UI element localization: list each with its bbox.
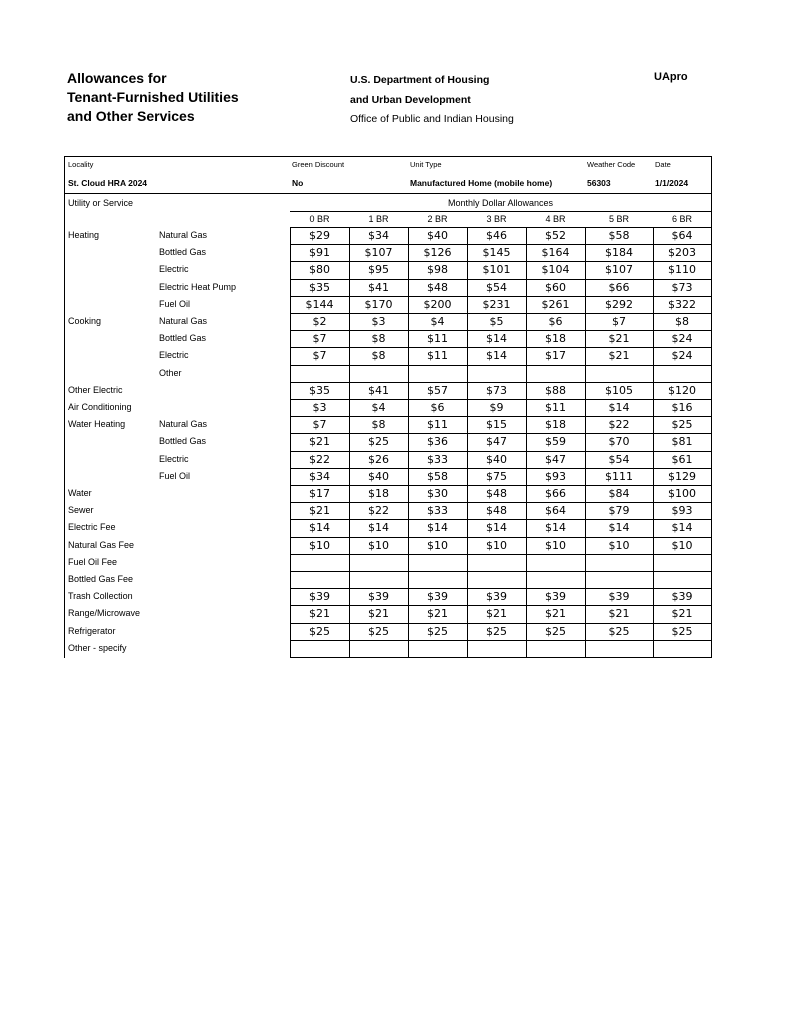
allowance-cell: $25 (427, 624, 448, 638)
allowance-cell: $93 (545, 469, 566, 483)
allowance-cell: $59 (545, 435, 566, 449)
allowance-cell: $100 (668, 487, 696, 500)
allowance-cell: $14 (545, 521, 566, 535)
allowance-cell: $88 (545, 383, 566, 397)
allowance-cell: $8 (371, 332, 386, 346)
allowance-cell: $52 (545, 229, 566, 242)
allowance-cell: $58 (427, 469, 448, 483)
allowance-cell: $47 (486, 435, 507, 449)
allowance-cell: $26 (368, 452, 389, 466)
allowance-cell (585, 571, 653, 588)
allowance-cell: $64 (545, 504, 566, 518)
row-category: Sewer (68, 505, 94, 516)
unit-type-value: Manufactured Home (mobile home) (410, 178, 553, 188)
allowance-cell (467, 571, 526, 588)
allowance-cell: $75 (486, 469, 507, 483)
allowance-cell: $4 (430, 315, 445, 328)
allowance-cell (408, 640, 467, 657)
allowance-cell: $3 (312, 401, 327, 414)
allowance-cell: $5 (489, 315, 504, 328)
allowance-cell: $25 (368, 435, 389, 449)
allowance-cell: $120 (668, 383, 696, 397)
allowance-cell: $21 (545, 607, 566, 621)
allowance-cell: $21 (486, 607, 507, 621)
allowance-cell: $9 (489, 401, 504, 414)
allowance-cell: $73 (671, 280, 693, 294)
allowance-cell: $48 (486, 487, 507, 500)
allowance-cell (585, 365, 653, 382)
allowance-cell: $39 (368, 590, 389, 604)
allowance-cell: $144 (305, 297, 334, 311)
allowance-cell: $41 (368, 280, 389, 294)
bedroom-header: 2 BR (427, 214, 448, 224)
row-subcategory: Natural Gas (159, 419, 208, 430)
allowance-cell: $57 (427, 383, 448, 397)
allowance-cell: $10 (309, 538, 330, 552)
allowance-cell: $170 (364, 297, 393, 311)
allowance-cell: $105 (605, 383, 633, 397)
allowance-cell: $10 (368, 538, 389, 552)
allowance-cell: $84 (608, 487, 630, 500)
allowance-cell: $10 (545, 538, 566, 552)
allowance-cell: $15 (486, 418, 507, 432)
unit-type-label: Unit Type (410, 160, 442, 169)
allowance-cell (290, 554, 349, 571)
allowance-cell: $34 (309, 469, 330, 483)
allowance-cell: $107 (364, 246, 393, 260)
allowance-cell: $39 (427, 590, 448, 604)
date-value: 1/1/2024 (655, 178, 689, 188)
form-title-line-2: Tenant-Furnished Utilities (67, 89, 239, 105)
agency-block (350, 71, 514, 130)
allowance-cell: $21 (608, 607, 630, 621)
allowance-cell: $91 (309, 246, 330, 260)
allowance-cell: $73 (486, 383, 507, 397)
allowance-cell (467, 640, 526, 657)
allowance-cell: $48 (486, 504, 507, 518)
utility-header: Utility or Service (68, 198, 134, 208)
allowance-cell: $24 (671, 332, 693, 346)
allowance-cell: $200 (423, 297, 452, 311)
row-category: Bottled Gas Fee (68, 574, 134, 584)
row-category: Heating (68, 230, 100, 240)
row-subcategory: Electric (159, 350, 189, 361)
allowance-form (64, 156, 712, 658)
allowance-cell: $79 (608, 504, 630, 518)
weather-code-label: Weather Code (587, 160, 636, 169)
allowance-cell: $93 (671, 504, 693, 518)
allowance-cell (290, 365, 349, 382)
grid-row-line (290, 657, 711, 658)
row-category: Refrigerator (68, 625, 116, 636)
allowance-cell: $17 (309, 487, 330, 500)
allowance-cell: $70 (608, 435, 630, 449)
allowance-cell: $10 (486, 538, 507, 552)
green-discount-label: Green Discount (292, 160, 345, 169)
allowance-cell: $25 (368, 624, 389, 638)
locality-label: Locality (68, 160, 94, 169)
allowance-cell: $14 (486, 521, 507, 535)
allowance-cell: $7 (312, 349, 327, 363)
allowance-cell (585, 554, 653, 571)
header-divider (290, 211, 711, 212)
allowance-cell (653, 571, 711, 588)
allowance-cell: $39 (671, 590, 693, 604)
allowance-cell: $25 (545, 624, 566, 638)
row-subcategory: Bottled Gas (159, 333, 207, 344)
row-subcategory: Electric Heat Pump (159, 281, 237, 292)
allowance-cell: $21 (309, 504, 330, 518)
allowance-cell: $33 (427, 452, 448, 466)
allowance-cell: $18 (368, 487, 389, 500)
locality-value: St. Cloud HRA 2024 (68, 178, 148, 188)
row-category: Electric Fee (68, 522, 116, 533)
allowance-cell: $14 (608, 401, 630, 414)
allowance-cell: $35 (309, 280, 330, 294)
allowance-cell: $80 (309, 263, 330, 277)
allowance-cell: $22 (608, 418, 630, 432)
allowance-cell: $39 (608, 590, 630, 604)
row-category: Water Heating (68, 419, 126, 430)
allowance-cell: $126 (423, 246, 452, 260)
bedroom-header: 6 BR (671, 214, 692, 224)
allowance-cell: $16 (671, 401, 693, 414)
allowance-cell: $322 (668, 297, 696, 311)
allowance-cell: $39 (309, 590, 330, 604)
allowance-cell: $11 (427, 418, 448, 432)
allowance-cell: $54 (486, 280, 507, 294)
weather-code-value: 56303 (587, 178, 611, 188)
allowance-cell: $14 (309, 521, 330, 535)
allowance-cell: $164 (541, 246, 570, 260)
allowance-cell: $81 (671, 435, 693, 449)
row-category: Trash Collection (68, 591, 133, 602)
allowance-cell: $21 (671, 607, 693, 621)
allowance-cell (349, 554, 408, 571)
row-category: Fuel Oil Fee (68, 556, 118, 567)
info-divider (65, 193, 711, 194)
allowance-cell: $25 (671, 624, 693, 638)
allowance-cell: $34 (368, 229, 389, 242)
form-title (67, 69, 239, 126)
allowance-cell (526, 571, 585, 588)
allowance-cell: $7 (312, 418, 327, 432)
allowance-cell: $145 (482, 246, 511, 260)
form-title-line-1: Allowances for (67, 70, 167, 86)
allowance-cell: $14 (486, 332, 507, 346)
row-subcategory: Other (159, 367, 182, 378)
allowance-cell: $21 (608, 332, 630, 346)
allowance-cell: $292 (605, 297, 633, 311)
bedroom-header: 3 BR (486, 214, 507, 224)
allowance-cell: $21 (309, 607, 330, 621)
allowance-cell: $60 (545, 280, 566, 294)
allowance-cell: $25 (486, 624, 507, 638)
allowance-cell: $17 (545, 349, 566, 363)
bedroom-header: 0 BR (309, 214, 330, 224)
allowance-cell (467, 554, 526, 571)
allowance-cell (349, 640, 408, 657)
allowance-cell (408, 554, 467, 571)
allowance-cell: $14 (368, 521, 389, 535)
allowance-cell (585, 640, 653, 657)
agency-line-1: U.S. Department of Housing (350, 74, 490, 86)
allowance-cell: $261 (541, 297, 570, 311)
allowance-cell: $107 (605, 263, 633, 277)
allowance-cell: $66 (608, 280, 630, 294)
row-category: Range/Microwave (68, 608, 141, 619)
allowance-cell: $2 (312, 315, 327, 328)
allowance-cell: $6 (548, 315, 563, 328)
allowance-cell: $39 (545, 590, 566, 604)
allowance-cell: $110 (668, 263, 696, 277)
row-subcategory: Bottled Gas (159, 247, 207, 258)
allowance-cell: $40 (427, 229, 448, 242)
allowance-cell: $8 (371, 418, 386, 432)
allowance-cell: $21 (427, 607, 448, 621)
allowance-cell: $101 (482, 263, 511, 277)
allowance-cell: $58 (608, 229, 630, 242)
allowance-cell: $10 (427, 538, 448, 552)
row-category: Cooking (68, 316, 102, 326)
allowance-cell: $25 (309, 624, 330, 638)
allowance-cell (526, 554, 585, 571)
allowance-cell: $48 (427, 280, 448, 294)
allowance-cell: $184 (605, 246, 633, 260)
allowance-cell: $7 (612, 315, 626, 328)
row-category: Other - specify (68, 642, 127, 653)
bedroom-header: 5 BR (608, 214, 629, 224)
allowance-cell: $36 (427, 435, 448, 449)
allowance-header: Monthly Dollar Allowances (447, 198, 554, 208)
allowance-cell: $11 (545, 401, 566, 414)
allowance-cell (349, 571, 408, 588)
allowance-cell (526, 365, 585, 382)
allowance-cell: $47 (545, 452, 566, 466)
form-code: UApro (654, 71, 688, 83)
form-title-line-3: and Other Services (67, 108, 195, 124)
allowance-cell: $29 (309, 229, 330, 242)
allowance-cell: $30 (427, 487, 448, 500)
row-subcategory: Natural Gas (159, 316, 208, 326)
allowance-cell (408, 571, 467, 588)
row-category: Air Conditioning (68, 402, 132, 412)
row-category: Other Electric (68, 384, 123, 395)
allowance-cell: $8 (675, 315, 689, 328)
allowance-cell: $10 (608, 538, 630, 552)
allowance-cell: $39 (486, 590, 507, 604)
allowance-cell: $61 (671, 452, 693, 466)
office-line: Office of Public and Indian Housing (350, 113, 514, 125)
allowance-cell: $21 (608, 349, 630, 363)
row-category: Water (68, 488, 92, 498)
allowance-cell: $8 (371, 349, 386, 363)
allowance-cell: $95 (368, 263, 389, 277)
allowance-cell: $25 (608, 624, 630, 638)
row-subcategory: Electric (159, 264, 189, 275)
allowance-cell: $40 (486, 452, 507, 466)
allowance-cell (349, 365, 408, 382)
allowance-cell: $40 (368, 469, 389, 483)
agency-line-2: and Urban Development (350, 93, 471, 106)
allowance-cell: $7 (312, 332, 327, 346)
row-subcategory: Electric (159, 453, 189, 464)
allowance-cell: $129 (668, 469, 696, 483)
allowance-cell: $14 (671, 521, 693, 535)
allowance-cell: $33 (427, 504, 448, 518)
allowance-cell: $6 (430, 401, 445, 414)
allowance-cell (290, 640, 349, 657)
allowance-cell (653, 554, 711, 571)
allowance-cell (526, 640, 585, 657)
allowance-cell: $3 (371, 315, 386, 328)
allowance-cell: $22 (368, 504, 389, 518)
row-subcategory: Fuel Oil (159, 470, 191, 481)
date-label: Date (655, 160, 671, 169)
allowance-cell: $203 (668, 246, 696, 260)
allowance-cell (653, 365, 711, 382)
allowance-cell (653, 640, 711, 657)
allowance-cell: $11 (427, 332, 448, 346)
allowance-cell: $25 (671, 418, 693, 432)
row-subcategory: Fuel Oil (159, 298, 191, 309)
allowance-cell (408, 365, 467, 382)
green-discount-value: No (292, 178, 304, 188)
allowance-cell: $21 (368, 607, 389, 621)
allowance-cell: $54 (608, 452, 630, 466)
allowance-cell: $4 (371, 401, 386, 414)
allowance-cell: $22 (309, 452, 330, 466)
allowance-cell: $98 (427, 263, 448, 277)
allowance-cell (290, 571, 349, 588)
bedroom-header: 4 BR (545, 214, 566, 224)
allowance-cell: $104 (541, 263, 570, 277)
allowance-cell: $231 (482, 297, 511, 311)
row-subcategory: Bottled Gas (159, 436, 207, 447)
allowance-cell: $11 (427, 349, 448, 363)
allowance-cell: $18 (545, 418, 566, 432)
allowance-cell: $111 (605, 469, 633, 483)
allowance-cell: $14 (486, 349, 507, 363)
allowance-cell: $14 (608, 521, 630, 535)
allowance-cell: $18 (545, 332, 566, 346)
allowance-cell: $10 (671, 538, 693, 552)
allowance-cell (467, 365, 526, 382)
row-subcategory: Natural Gas (159, 230, 208, 240)
allowance-cell: $14 (427, 521, 448, 535)
allowance-cell: $35 (309, 383, 330, 397)
allowance-cell: $46 (486, 229, 507, 242)
row-category: Natural Gas Fee (68, 539, 135, 550)
allowance-cell: $24 (671, 349, 693, 363)
allowance-cell: $41 (368, 383, 389, 397)
allowance-cell: $64 (671, 229, 693, 242)
allowance-cell: $21 (309, 435, 330, 449)
allowance-cell: $66 (545, 487, 566, 500)
bedroom-header: 1 BR (368, 214, 389, 224)
